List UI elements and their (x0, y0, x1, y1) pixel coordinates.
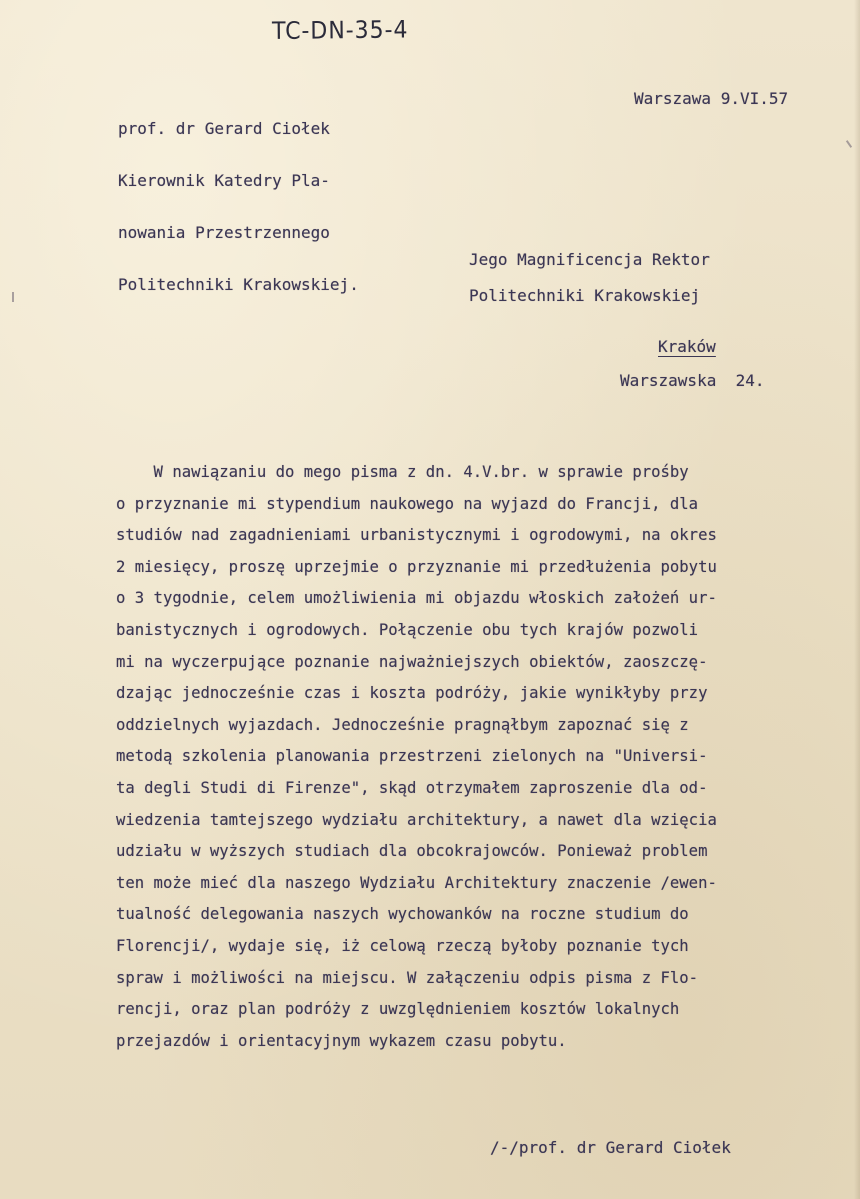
body-line: wiedzenia tamtejszego wydziału architektury, a nawet dla wzięcia (116, 810, 717, 829)
place-date: Warszawa 9.VI.57 (634, 89, 789, 108)
sender-line: prof. dr Gerard Ciołek (118, 119, 330, 138)
body-line: o 3 tygodnie, celem umożliwienia mi objazdu włoskich założeń ur- (116, 589, 717, 608)
letter-body (116, 463, 836, 1063)
body-line: oddzielnych wyjazdach. Jednocześnie pragnąłbym zapoznać się z (116, 715, 689, 734)
body-line: mi na wyczerpujące poznanie najważniejszych obiektów, zaoszczę- (116, 652, 708, 671)
body-line: metodą szkolenia planowania przestrzeni zielonych na "Universi- (116, 747, 708, 766)
body-line: 2 miesięcy, proszę uprzejmie o przyznanie mi przedłużenia pobytu (116, 557, 717, 576)
recipient-institution: Politechniki Krakowskiej (469, 286, 701, 305)
recipient-street: Warszawska 24. (620, 371, 765, 390)
body-line: ten może mieć dla naszego Wydziału Architektury znaczenie /ewen- (116, 873, 717, 892)
sender-block (118, 89, 359, 329)
body-line: przejazdów i orientacyjnym wykazem czasu pobytu. (116, 1031, 567, 1050)
sender-line: Politechniki Krakowskiej. (118, 275, 359, 294)
margin-mark (846, 140, 852, 148)
body-line: o przyznanie mi stypendium naukowego na wyjazd do Francji, dla (116, 494, 699, 513)
body-line: ta degli Studi di Firenze", skąd otrzymałem zaproszenie dla od- (116, 778, 708, 797)
body-line: Florencji/, wydaje się, iż celową rzeczą byłoby poznanie tych (116, 936, 689, 955)
body-line: banistycznych i ogrodowych. Połączenie obu tych krajów pozwoli (116, 620, 699, 639)
page-edge-shadow (854, 0, 860, 1199)
body-line: tualność delegowania naszych wychowanków na roczne studium do (116, 905, 689, 924)
sender-line: Kierownik Katedry Pla- (118, 171, 330, 190)
body-line: W nawiązaniu do mego pisma z dn. 4.V.br. w sprawie prośby (116, 463, 689, 481)
body-line: studiów nad zagadnieniami urbanistycznymi i ogrodowymi, na okres (116, 526, 717, 545)
body-line: spraw i możliwości na miejscu. W załączeniu odpis pisma z Flo- (116, 968, 699, 987)
sender-line: nowania Przestrzennego (118, 223, 330, 242)
body-line: udziału w wyższych studiach dla obcokrajowców. Ponieważ problem (116, 842, 708, 861)
body-line: rencji, oraz plan podróży z uwzględnieniem kosztów lokalnych (116, 1000, 680, 1019)
archive-reference: TC-DN-35-4 (271, 15, 409, 45)
margin-mark (12, 292, 14, 302)
signature: /-/prof. dr Gerard Ciołek (490, 1138, 731, 1157)
recipient-title: Jego Magnificencja Rektor (469, 250, 710, 269)
body-line: dzając jednocześnie czas i koszta podróży, jakie wynikłyby przy (116, 684, 708, 703)
recipient-city: Kraków (658, 337, 716, 356)
